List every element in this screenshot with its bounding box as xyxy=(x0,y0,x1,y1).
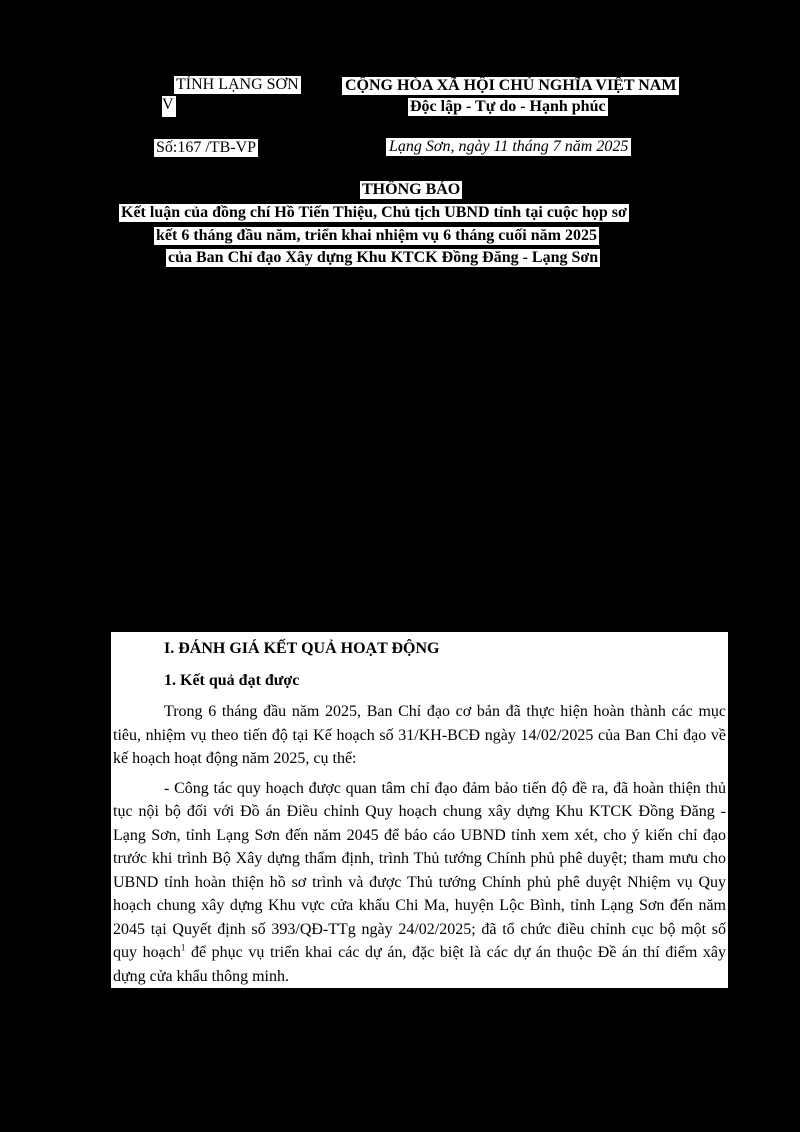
national-title: CỘNG HÒA XÃ HỘI CHỦ NGHĨA VIỆT NAM xyxy=(342,77,679,95)
document-number: Số:167 /TB-VP xyxy=(156,139,257,156)
document-dateline: Lạng Sơn, ngày 11 tháng 7 năm 2025 xyxy=(386,138,631,156)
issuing-office-fragment: V xyxy=(162,96,176,117)
subsection-heading: 1. Kết quả đạt được xyxy=(164,671,300,689)
body-paragraph-2-text: - Công tác quy hoạch được quan tâm chỉ đạo đảm bảo tiến độ đề ra, đã hoàn thiện thủ tục nội bộ đối với Đồ án Điều chỉnh Quy hoạch chung xây dựng Khu KTCK Đồng Đăng - Lạng Sơn, tỉnh Lạng Sơn đến năm 2045 để báo cáo UBND tỉnh xem xét, cho ý kiến chỉ đạo trước khi trình Bộ Xây dựng thẩm định, trình Thủ tướng Chính phủ phê duyệt; tham mưu cho UBND tỉnh hoàn thiện hồ sơ trình và được Thủ tướng Chính phủ phê duyệt Nhiệm vụ Quy hoạch chung xây dựng Khu vực cửa khẩu Chi Ma, huyện Lộc Bình, tỉnh Lạng Sơn đến năm 2045 tại Quyết định số 393/QĐ-TTg ngày 24/02/2025; đã tổ chức điều chỉnh cục bộ một số quy hoạch xyxy=(113,779,726,961)
document-subtitle-line-3: của Ban Chỉ đạo Xây dựng Khu KTCK Đồng Đăng - Lạng Sơn xyxy=(168,249,599,266)
document-title: THÔNG BÁO xyxy=(362,181,461,198)
footnote-marker: 1 xyxy=(180,942,186,953)
body-paragraph-1: Trong 6 tháng đầu năm 2025, Ban Chỉ đạo cơ bản đã thực hiện hoàn thành các mục tiêu, nhiệm vụ theo tiến độ tại Kế hoạch số 31/KH-BCĐ ngày 14/02/2025 của Ban Chỉ đạo về kế hoạch hoạt động năm 2025, cụ thể: xyxy=(113,703,726,767)
section-heading: I. ĐÁNH GIÁ KẾT QUẢ HOẠT ĐỘNG xyxy=(164,640,440,657)
document-subtitle-line-2: kết 6 tháng đầu năm, triển khai nhiệm vụ 6 tháng cuối năm 2025 xyxy=(156,227,597,244)
issuing-organization: TỈNH LẠNG SƠN xyxy=(176,76,299,93)
document-subtitle-line-1: Kết luận của đồng chí Hồ Tiến Thiệu, Chủ tịch UBND tỉnh tại cuộc họp sơ xyxy=(121,204,627,221)
national-motto: Độc lập - Tự do - Hạnh phúc xyxy=(410,98,606,115)
document-body xyxy=(111,632,728,988)
body-paragraph-2 xyxy=(113,777,726,989)
body-paragraph-2-continuation: để phục vụ triển khai các dự án, đặc biệt là các dự án thuộc Đề án thí điểm xây dựng cửa khẩu thông minh. xyxy=(113,944,726,985)
